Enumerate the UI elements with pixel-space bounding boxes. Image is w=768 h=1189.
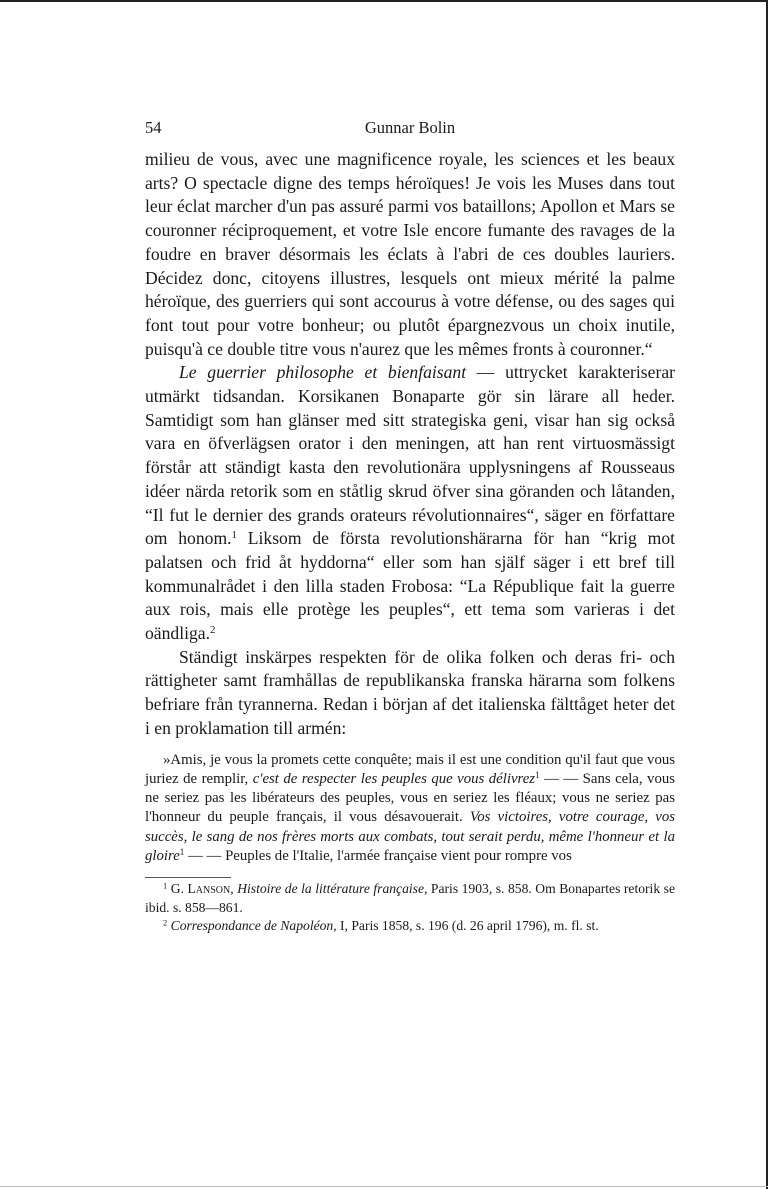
text-run: c'est de respecter les peuples que vous délivrez xyxy=(252,770,536,787)
footnote-2 xyxy=(145,917,675,936)
paragraph-continuation xyxy=(145,148,675,361)
paragraph-respekten xyxy=(145,646,675,741)
footnote-reference: 1 xyxy=(163,880,168,891)
text-run: Histoire de la littérature française, xyxy=(237,881,428,897)
quote-text xyxy=(145,751,675,867)
body-text xyxy=(145,148,675,741)
block-quote-proclamation xyxy=(145,751,675,867)
footnote-reference: 1 xyxy=(535,769,540,780)
text-run: »Amis, je vous la promets cette conquête; mais il est une condition qu'il faut que vous juriez de remplir, xyxy=(145,751,675,787)
running-head xyxy=(145,118,675,148)
text-run: I, Paris 1858, s. 196 (d. 26 april 1796), m. fl. st. xyxy=(336,918,599,934)
book-page xyxy=(145,118,675,936)
footnotes xyxy=(145,880,675,936)
page-frame-bottom-edge xyxy=(0,1186,768,1187)
page-number: 54 xyxy=(145,118,162,137)
text-run: Lanson, xyxy=(187,881,234,897)
text-run: G. xyxy=(167,881,188,897)
text-run: Paris 1903, s. 858. Om Bonapartes retorik se ibid. s. 858—861. xyxy=(145,881,675,915)
footnote-reference: 2 xyxy=(163,917,168,928)
text-run: — — Peuples de l'Italie, l'armée française vient pour rompre vos xyxy=(184,848,572,865)
text-run: — uttrycket karakteriserar utmärkt tidsandan. Korsikanen Bonaparte gör sin lärare all heder. Samtidigt som han glänser med sitt strategiska geni, visar han sig också vara en öfverlägsen orator i den meningen, att han rent virtuosmässigt förstår att ständigt kasta den revolutionära upplysningens af Rousseaus idéer närda retorik som en ståtlig skrud öfver sina göranden och låtanden, “Il fut le dernier des grands orateurs révolutionnaires“, säger en författare om honom. xyxy=(145,362,675,549)
text-run: Ständigt inskärpes respekten för de olika folken och deras fri- och rättigheter samt framhållas de republikanska franska härarna som folkens befriare från tyrannerna. Redan i början af det italienska fälttåget heter det i en proklamation till armén: xyxy=(145,646,675,738)
footnote-reference: 2 xyxy=(209,624,216,637)
running-title: Gunnar Bolin xyxy=(364,118,456,137)
text-run: Liksom de första revolutionshärarna för han “krig mot palatsen och frid åt hyddorna“ eller som han själf säger i ett bref till kommunalrådet i den lilla staden Frobosa: “La République fait la guerre aux rois, mais elle protège les peuples“, ett tema som varieras i det oändliga. xyxy=(145,528,676,644)
footnote-rule xyxy=(145,877,231,878)
text-run: Correspondance de Napoléon, xyxy=(170,918,337,934)
footnote-reference: 1 xyxy=(231,529,237,542)
text-run: milieu de vous, avec une magnificence royale, les sciences et les beaux arts? O spectacle digne des temps héroïques! Je vois les Muses dans tout leur éclat marcher d'un pas assuré parmi vos bataillons; Apollon et Mars se couronner réciproquement, et votre Isle encore fumante des ravages de la foudre en braver désormais les éclats à l'abri de ces doubles lauriers. Décidez donc, citoyens illustres, lesquels ont mieux mérité la palme héroïque, des guerriers qui sont accourus à votre défense, ou des sages qui font tout pour votre bonheur; ou plutôt épargnezvous un choix inutile, puisqu'à ce double titre vous n'aurez que les mêmes fronts à couronner.“ xyxy=(145,149,675,359)
page-frame-top-edge xyxy=(0,0,768,2)
text-run: Le guerrier philosophe et bienfaisant xyxy=(179,362,467,383)
footnote-1 xyxy=(145,880,675,917)
text-run: Vos victoires, votre courage, vos succès, le sang de nos frères morts aux combats, tout serait perdu, même l'honneur et la gloire xyxy=(145,809,676,865)
text-run: — — Sans cela, vous ne seriez pas les libérateurs des peuples, vous en seriez les fléaux; vous ne seriez pas l'honneur du peuple français, il vous désavouerait. xyxy=(145,770,675,826)
paragraph-guerrier-philosophe xyxy=(145,361,675,645)
footnote-reference: 1 xyxy=(179,847,185,858)
